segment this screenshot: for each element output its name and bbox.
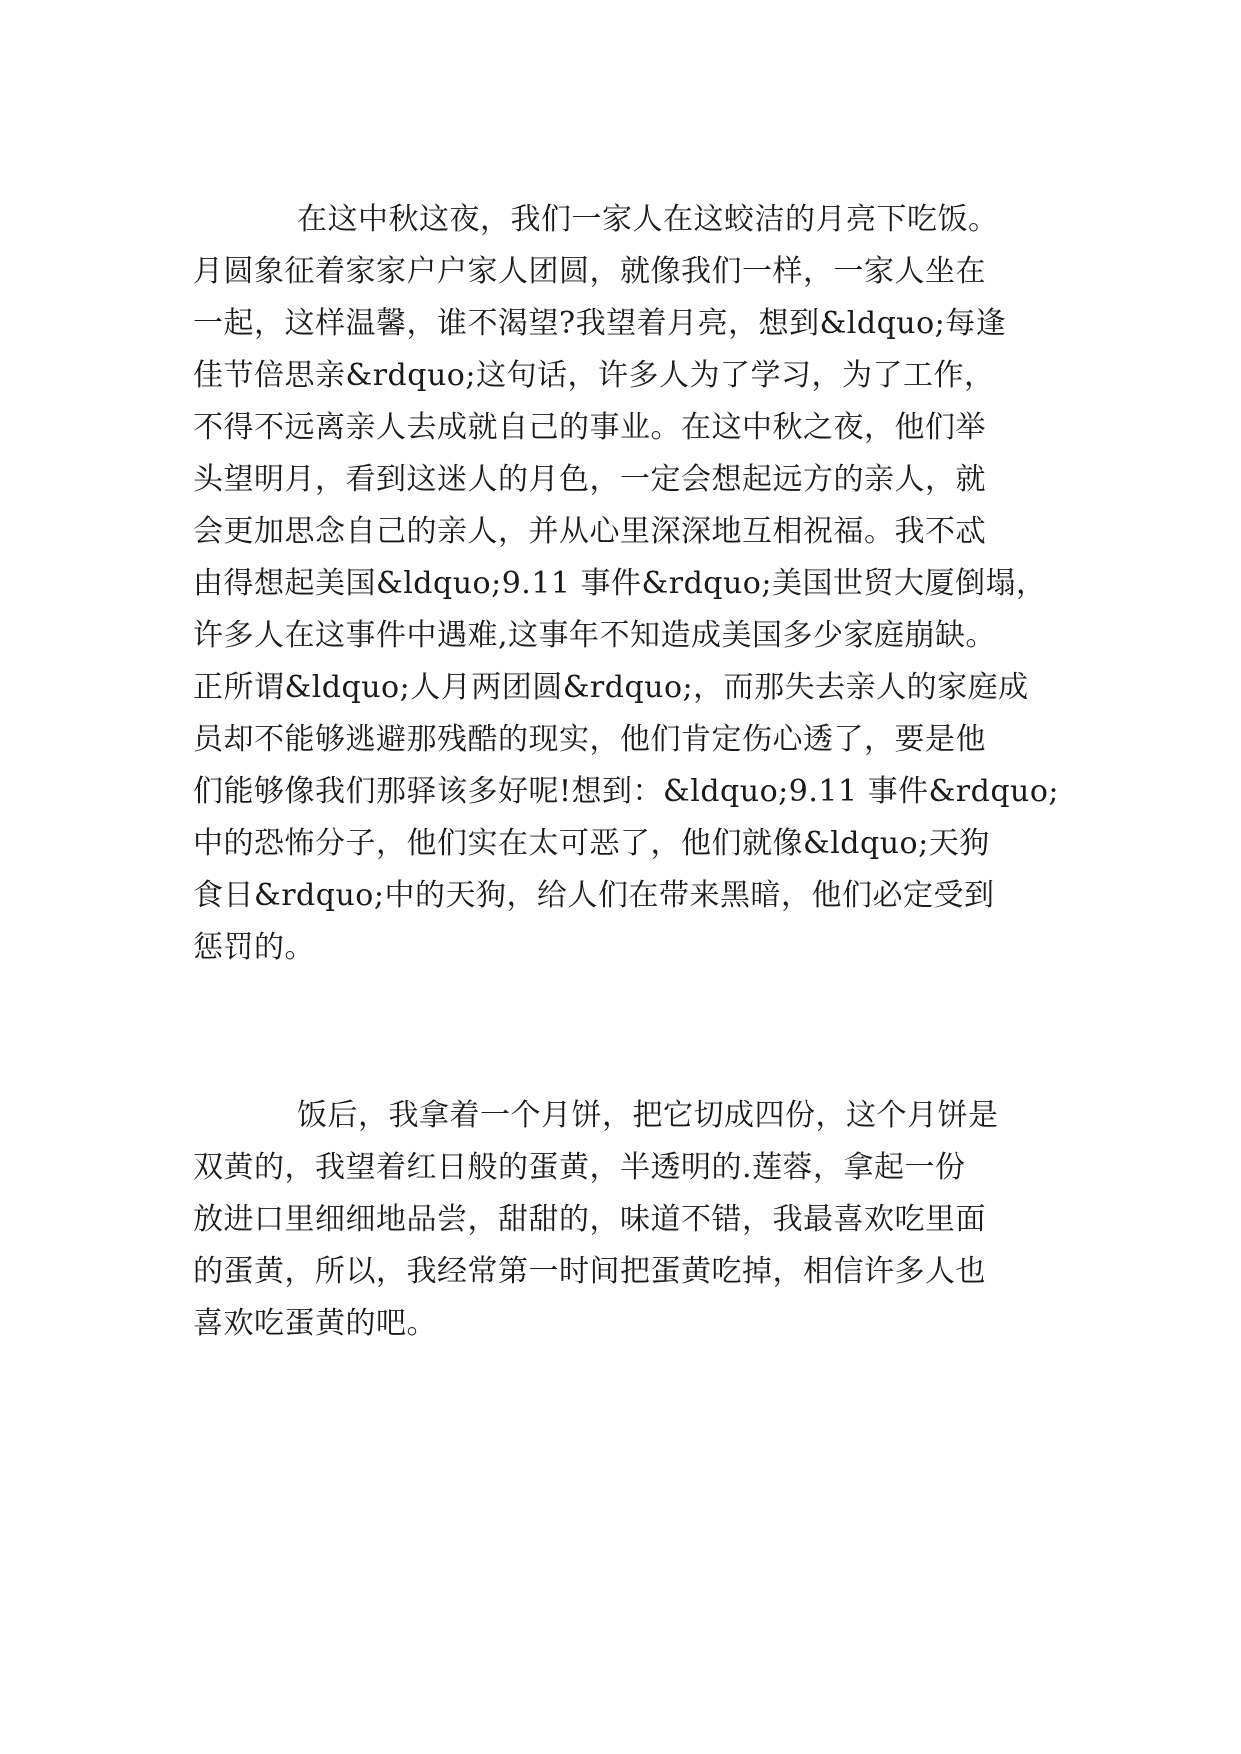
text-line: 放进口里细细地品尝，甜甜的，味道不错，我最喜欢吃里面: [193, 1202, 986, 1237]
text-line: 双黄的，我望着红日般的蛋黄，半透明的.莲蓉，拿起一份: [193, 1150, 966, 1185]
text-line: 中的恐怖分子，他们实在太可恶了，他们就像&ldquo;天狗: [193, 826, 990, 861]
text-line: 正所谓&ldquo;人月两团圆&rdquo;，而那失去亲人的家庭成: [193, 670, 1029, 705]
text-line: 由得想起美国&ldquo;9.11 事件&rdquo;美国世贸大厦倒塌，: [193, 566, 1047, 601]
text-line: 许多人在这事件中遇难,这事年不知造成美国多少家庭崩缺。: [193, 618, 997, 653]
text-line: 惩罚的。: [193, 930, 315, 965]
text-line: 不得不远离亲人去成就自己的事业。在这中秋之夜，他们举: [193, 410, 986, 445]
text-line: 员却不能够逃避那残酷的现实，他们肯定伤心透了，要是他: [193, 722, 986, 757]
text-line: 月圆象征着家家户户家人团圆，就像我们一样，一家人坐在: [193, 254, 986, 289]
text-line: 食日&rdquo;中的天狗，给人们在带来黑暗，他们必定受到: [193, 878, 995, 913]
text-line: 们能够像我们那驿该多好呢!想到：&ldquo;9.11 事件&rdquo;: [193, 774, 1060, 809]
text-line: 头望明月，看到这迷人的月色，一定会想起远方的亲人，就: [193, 462, 986, 497]
text-line: 喜欢吃蛋黄的吧。: [193, 1306, 437, 1341]
text-line: 一起，这样温馨，谁不渴望?我望着月亮，想到&ldquo;每逢: [193, 306, 1007, 341]
text-line: 佳节倍思亲&rdquo;这句话，许多人为了学习，为了工作，: [193, 358, 995, 393]
text-line: 在这中秋这夜，我们一家人在这蛟洁的月亮下吃饭。: [297, 202, 999, 237]
text-line: 饭后，我拿着一个月饼，把它切成四份，这个月饼是: [297, 1098, 999, 1133]
text-line: 的蛋黄，所以，我经常第一时间把蛋黄吃掉，相信许多人也: [193, 1254, 986, 1289]
text-line: 会更加思念自己的亲人，并从心里深深地互相祝福。我不忒: [193, 514, 986, 549]
